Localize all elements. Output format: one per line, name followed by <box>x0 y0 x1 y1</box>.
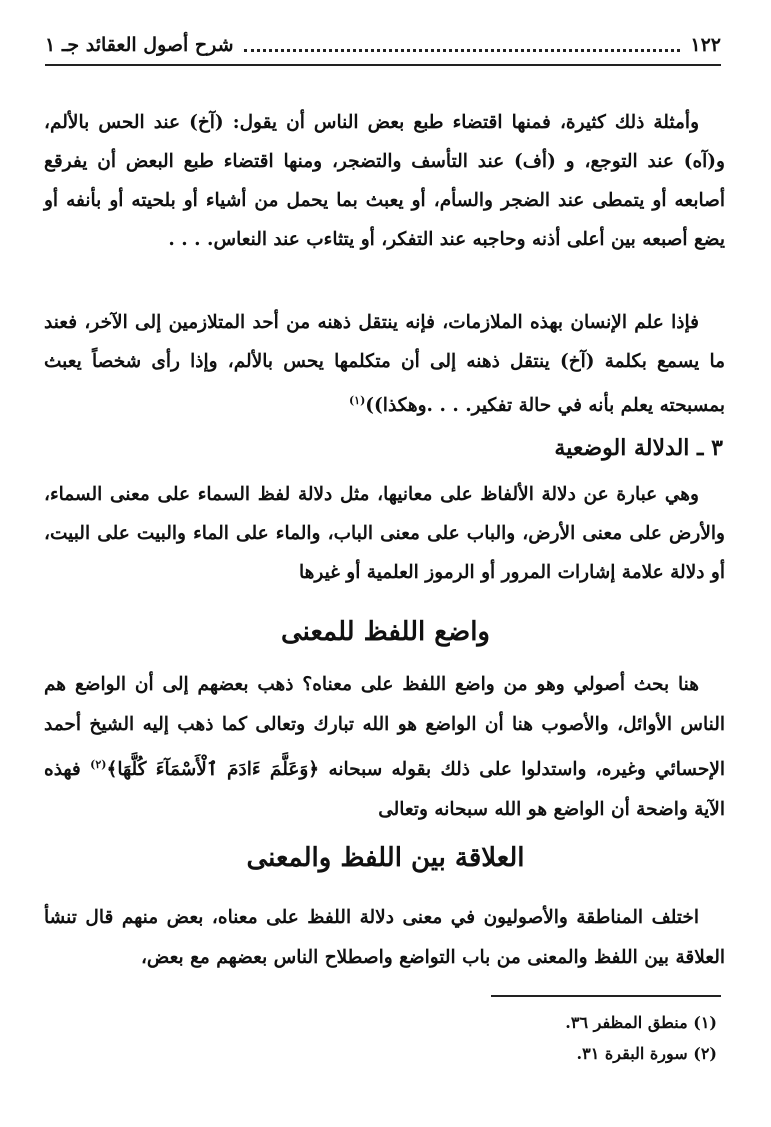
paragraph-text: فإذا علم الإنسان بهذه الملازمات، فإنه ينتقل ذهنه من أحد المتلازمين إلى الآخر، فعند ما يسمع بكلمة (آخ) ينتقل ذهنه إلى أن متكلمها يحس بالألم، وإذا رأى شخصاً يعبث بمسبحته يعلم بأنه في حالة تفكير. . . .وهكذا)) <box>44 312 725 417</box>
paragraph-text: اختلف المناطقة والأصوليون في معنى دلالة اللفظ على معناه، بعض منهم قال تنشأ العلاقة بين اللفظ والمعنى من باب التواضع واصطلاح الناس بعضهم مع بعض، <box>44 907 725 968</box>
paragraph-associations <box>44 303 725 425</box>
running-header <box>45 30 721 60</box>
page-number: ١٢٢ <box>690 34 721 56</box>
paragraph-conventional <box>44 475 725 592</box>
header-dot-leader <box>244 49 681 52</box>
section-heading-conventional: ٣ ـ الدلالة الوضعية <box>554 435 723 461</box>
paragraph-text: وهي عبارة عن دلالة الألفاظ على معانيها، مثل دلالة لفظ السماء على معنى السماء، والأرض على معنى الأرض، والباب على معنى الباب، والماء على الماء والبيت على البيت، أو دلالة علامة إشارات المرور أو الرموز العلمية أو غيرها <box>44 484 725 583</box>
running-title: شرح أصول العقائد جـ ١ <box>45 34 234 56</box>
header-rule <box>45 64 721 66</box>
footnote-separator <box>491 995 721 997</box>
paragraph-text: وأمثلة ذلك كثيرة، فمنها اقتضاء طبع بعض الناس أن يقول: (آخ) عند الحس بالألم، و(آه) عند التوجع، و (أف) عند التأسف والتضجر، ومنها اقتضاء طبع البعض أن يفرقع أصابعه أو يتمطى عند الضجر والسأم، أو يعبث بما يحمل من أشياء أو بلحيته أو بأنفه أو يضع أصبعه بين أعلى أذنه وحاجبه عند التفكر، أو يتثاءب عند النعاس. . . . <box>44 112 725 250</box>
heading-word-originator: واضع اللفظ للمعنى <box>280 617 490 647</box>
paragraph-relation <box>44 898 725 978</box>
footnote-ref-1: (١) <box>348 394 366 407</box>
heading-word-meaning-relation: العلاقة بين اللفظ والمعنى <box>246 843 525 873</box>
paragraph-originator <box>44 665 725 830</box>
paragraph-text-tail: فهذه الآية واضحة أن الواضع هو الله سبحانه وتعالى <box>44 759 725 821</box>
paragraph-text: هنا بحث أصولي وهو من واضع اللفظ على معناه؟ ذهب بعضهم إلى أن الواضع هم الناس الأوائل، والأصوب هنا أن الواضع هو الله تبارك وتعالى كما ذهب إليه الشيخ أحمد الإحسائي وغيره، واستدلوا على ذلك بقوله سبحانه ﴿وَعَلَّمَ ءَادَمَ ٱلْأَسْمَآءَ كُلَّهَا﴾ <box>44 674 726 781</box>
footnote-ref-2: (٢) <box>90 758 107 771</box>
paragraph-examples <box>44 103 725 259</box>
footnote-1: (١) منطق المظفر ٣٦. <box>565 1013 717 1032</box>
footnote-2: (٢) سورة البقرة ٣١. <box>576 1044 717 1063</box>
